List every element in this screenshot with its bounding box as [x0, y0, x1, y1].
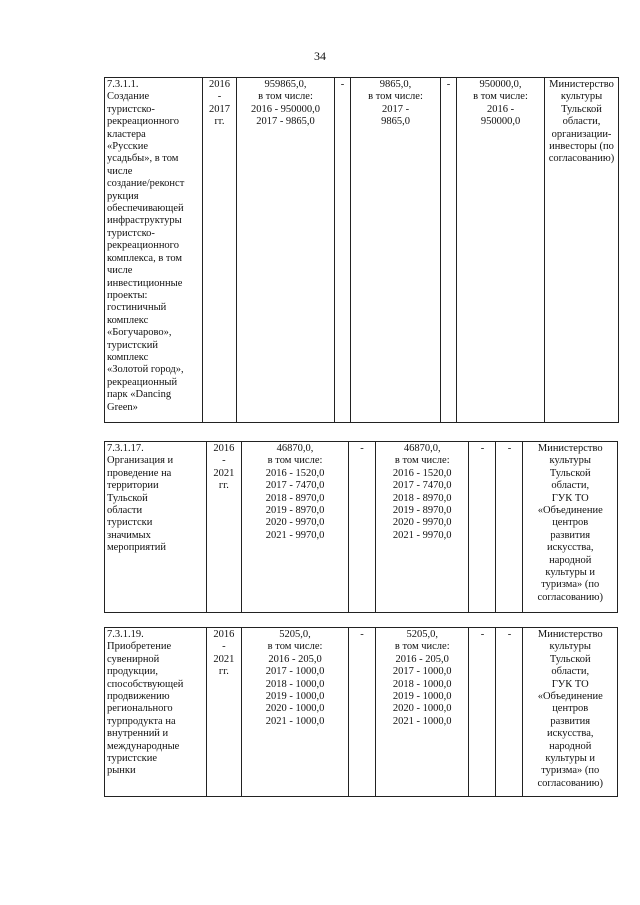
years-cell: 2016 - 2017 гг.: [203, 78, 237, 423]
executor-cell: Министерство культуры Тульской области, ГУК ТО «Объединение центров развития искусства, народной культуры и туризма» (по согласованию): [523, 628, 618, 797]
measure-name-text: Приобретение сувенирной продукции, способствующей продвижению регионального турпродукта на внутренний и международные туристские рынки: [107, 641, 184, 777]
measure-name-cell: [105, 78, 203, 423]
regional-funding-cell: 9865,0, в том числе: 2017 - 9865,0: [351, 78, 441, 423]
municipal-funding-cell: -: [469, 628, 496, 797]
municipal-funding-cell: -: [469, 442, 496, 613]
measure-code: 7.3.1.17.: [107, 443, 144, 454]
regional-funding-cell: 5205,0, в том числе: 2016 - 205,0 2017 - 1000,0 2018 - 1000,0 2019 - 1000,0 2020 - 1000,0 2021 - 1000,0: [376, 628, 469, 797]
executor-cell: Министерство культуры Тульской области, организации- инвесторы (по согласованию): [545, 78, 619, 423]
years-cell: 2016 - 2021 гг.: [206, 628, 241, 797]
program-table-block-3: [104, 627, 618, 797]
total-funding-cell: 959865,0, в том числе: 2016 - 950000,0 2017 - 9865,0: [237, 78, 335, 423]
executor-cell: Министерство культуры Тульской области, ГУК ТО «Объединение центров развития искусства, народной культуры и туризма» (по согласованию): [523, 442, 618, 613]
regional-funding-cell: 46870,0, в том числе: 2016 - 1520,0 2017 - 7470,0 2018 - 8970,0 2019 - 8970,0 2020 - 9970,0 2021 - 9970,0: [376, 442, 469, 613]
measure-name-text: Создание туристско- рекреационного кластера «Русские усадьбы», в том числе создание/реконст рукция обеспечивающей инфраструктуры туристско- рекреационного комплекса, в том числе инвестиционные проекты: гостиничный комплекс «Богучарово», туристский комплекс «Золотой город», рекреационный парк «Dancing Green»: [107, 91, 185, 413]
program-table-block-1: [104, 77, 619, 423]
measure-name-cell: [105, 442, 207, 613]
total-funding-cell: 5205,0, в том числе: 2016 - 205,0 2017 - 1000,0 2018 - 1000,0 2019 - 1000,0 2020 - 1000,0 2021 - 1000,0: [242, 628, 349, 797]
extrabudget-funding-cell: 950000,0, в том числе: 2016 - 950000,0: [457, 78, 545, 423]
measure-code: 7.3.1.19.: [107, 629, 144, 640]
federal-funding-cell: -: [349, 628, 376, 797]
table-row: [105, 442, 618, 613]
page-number: 34: [314, 49, 326, 63]
measure-name-cell: [105, 628, 207, 797]
federal-funding-cell: -: [349, 442, 376, 613]
municipal-funding-cell: -: [441, 78, 457, 423]
table-row: [105, 78, 619, 423]
measure-code: 7.3.1.1.: [107, 79, 139, 90]
measure-name-text: Организация и проведение на территории Тульской области туристски значимых мероприятий: [107, 455, 174, 554]
table-row: [105, 628, 618, 797]
extrabudget-funding-cell: -: [496, 628, 523, 797]
program-table-block-2: [104, 441, 618, 613]
extrabudget-funding-cell: -: [496, 442, 523, 613]
years-cell: 2016 - 2021 гг.: [206, 442, 241, 613]
federal-funding-cell: -: [335, 78, 351, 423]
total-funding-cell: 46870,0, в том числе: 2016 - 1520,0 2017 - 7470,0 2018 - 8970,0 2019 - 8970,0 2020 - 9970,0 2021 - 9970,0: [242, 442, 349, 613]
